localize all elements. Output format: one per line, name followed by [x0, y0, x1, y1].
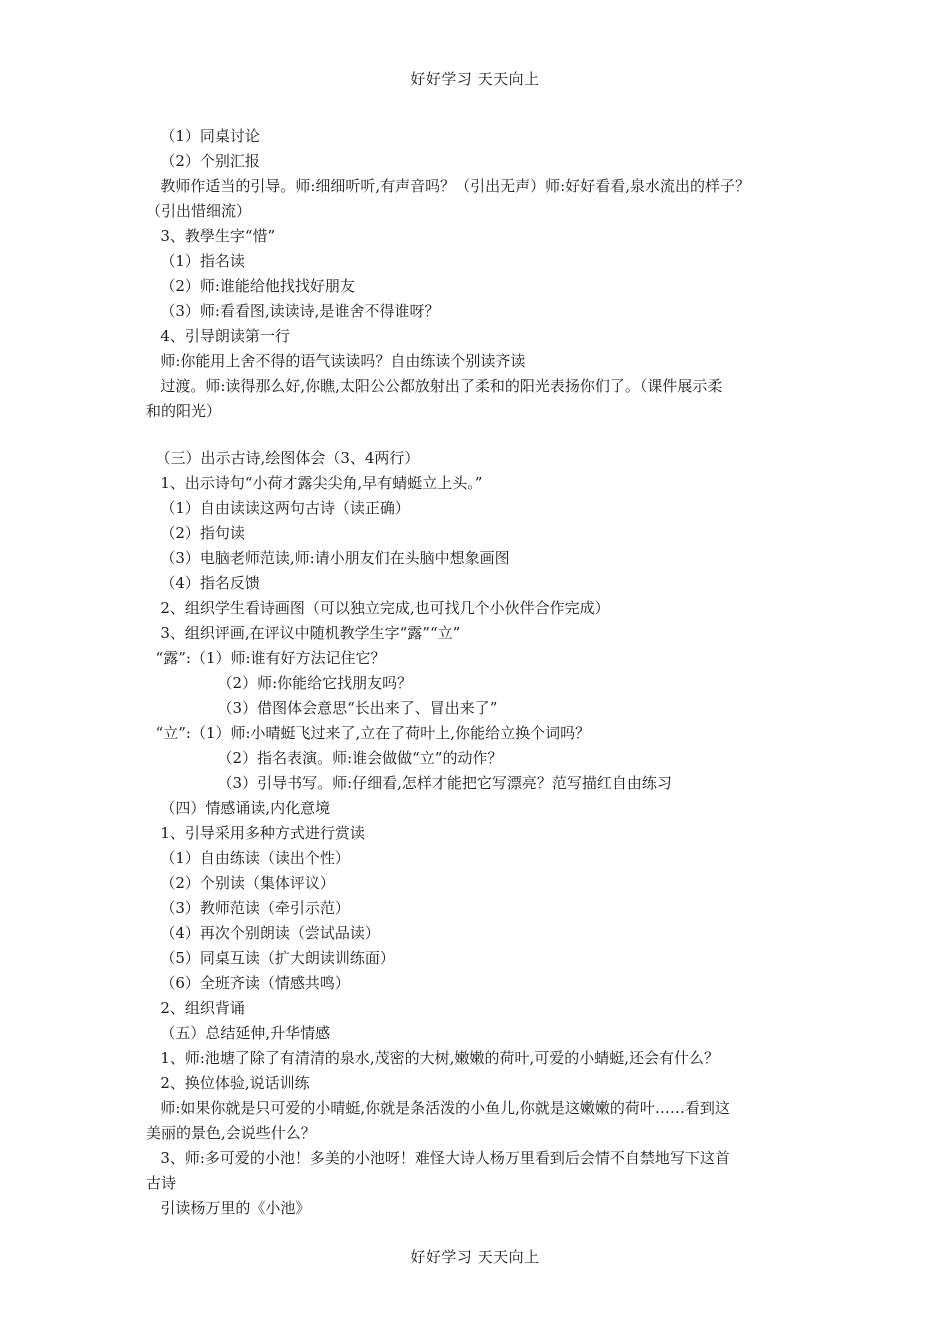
- text-line: （2）指句读: [146, 524, 245, 542]
- text-line: 过渡。师:读得那么好,你瞧,太阳公公都放射出了柔和的阳光表扬你们了。（课件展示柔: [146, 377, 723, 395]
- text-line: 3、教學生字“惜”: [146, 227, 276, 245]
- text-line: （三）出示古诗,绘图体会（3、4两行）: [146, 449, 420, 467]
- document-body: [146, 124, 810, 1221]
- text-line: 3、师:多可爱的小池！多美的小池呀！难怪大诗人杨万里看到后会情不自禁地写下这首: [146, 1149, 730, 1167]
- text-line: （2）指名表演。师:谁会做做“立”的动作？: [146, 749, 503, 767]
- text-line: （2）个别读（集体评议）: [146, 874, 335, 892]
- text-line: （1）自由练读（读出个性）: [146, 849, 350, 867]
- text-line: （2）师:谁能给他找找好朋友: [146, 277, 355, 295]
- text-line: 师:你能用上舍不得的语气读读吗？自由练读个别读齐读: [146, 352, 526, 370]
- text-line: （1）自由读读这两句古诗（读正确）: [146, 499, 410, 517]
- text-line: 美丽的景色,会说些什么？: [146, 1124, 316, 1142]
- page-header: 好好学习 天天向上: [410, 70, 540, 88]
- text-line: （3）师:看看图,读读诗,是谁舍不得谁呀？: [146, 302, 440, 320]
- text-line: （2）师:你能给它找朋友吗？: [146, 674, 413, 692]
- text-line: 2、换位体验,说话训练: [146, 1074, 310, 1092]
- text-line: 和的阳光）: [146, 402, 222, 420]
- page-footer: 好好学习 天天向上: [410, 1248, 540, 1266]
- text-line: （引出惜细流）: [146, 202, 252, 220]
- text-line: 1、引导采用多种方式进行赏读: [146, 824, 365, 842]
- text-line: 1、师:池塘了除了有清清的泉水,茂密的大树,嫩嫩的荷叶,可爱的小蜻蜓,还会有什么？: [146, 1049, 719, 1067]
- text-line: （2）个别汇报: [146, 152, 260, 170]
- text-line: （四）情感诵读,内化意境: [146, 799, 331, 817]
- text-line: （3）电脑老师范读,师:请小朋友们在头脑中想象画图: [146, 549, 510, 567]
- text-line: （5）同桌互读（扩大朗读训练面）: [146, 949, 395, 967]
- text-line: 古诗: [146, 1174, 177, 1192]
- text-line: 2、组织背诵: [146, 999, 245, 1017]
- text-line: （3）借图体会意思“长出来了、冒出来了”: [146, 699, 498, 717]
- text-line: （3）引导书写。师:仔细看,怎样才能把它写漂亮？范写描红自由练习: [146, 774, 672, 792]
- text-line: 3、组织评画,在评议中随机教学生字“露”“立”: [146, 624, 461, 642]
- text-line: （4）指名反馈: [146, 574, 260, 592]
- text-line: “立”:（1）师:小晴蜓飞过来了,立在了荷叶上,你能给立换个词吗？: [146, 724, 591, 742]
- text-line: （1）指名读: [146, 252, 245, 270]
- text-line: 教师作适当的引导。师:细细听听,有声音吗？（引出无声）师:好好看看,泉水流出的样子？: [146, 177, 750, 195]
- text-line: 4、引导朗读第一行: [146, 327, 290, 345]
- text-line: （6）全班齐读（情感共鸣）: [146, 974, 350, 992]
- blank-line: [146, 424, 810, 446]
- text-line: （五）总结延伸,升华情感: [146, 1024, 331, 1042]
- text-line: 师:如果你就是只可爱的小晴蜓,你就是条活泼的小鱼儿,你就是这嫩嫩的荷叶……看到这: [146, 1099, 730, 1117]
- text-line: （3）教师范读（牵引示范）: [146, 899, 350, 917]
- text-line: 引读杨万里的《小池》: [146, 1199, 311, 1217]
- text-line: （1）同桌讨论: [146, 127, 260, 145]
- text-line: 1、出示诗句“小荷才露尖尖角,早有蜻蜓立上头。”: [146, 474, 483, 492]
- text-line: “露”:（1）师:谁有好方法记住它？: [146, 649, 386, 667]
- text-line: （4）再次个别朗读（尝试品读）: [146, 924, 380, 942]
- text-line: 2、组织学生看诗画图（可以独立完成,也可找几个小伙伴合作完成）: [146, 599, 610, 617]
